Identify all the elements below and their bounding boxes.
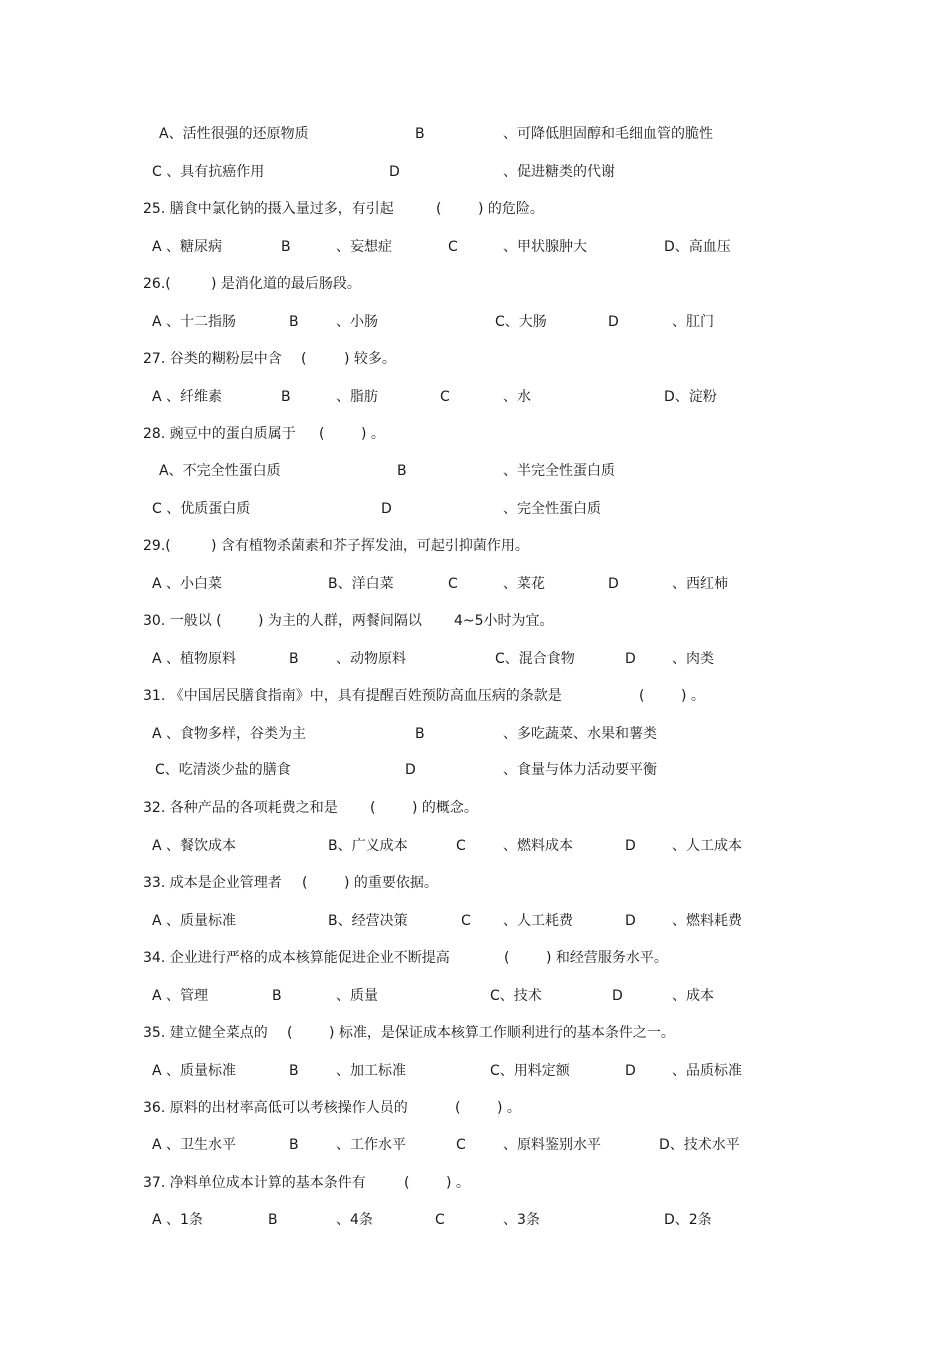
- question-line: [0, 609, 950, 633]
- question-line: [0, 534, 950, 558]
- option-b: B、广义成本: [328, 838, 408, 854]
- option-d: 、燃料耗费: [672, 913, 742, 929]
- option-b: 、脂肪: [336, 389, 378, 405]
- option-d-letter: D: [625, 651, 636, 667]
- option-b: 、半完全性蛋白质: [503, 463, 615, 479]
- option-b: B、洋白菜: [328, 576, 394, 592]
- option-d: D、淀粉: [664, 389, 717, 405]
- question-line: [0, 422, 950, 446]
- options-line: [0, 758, 950, 782]
- question-line: [0, 1096, 950, 1120]
- option-c-letter: C: [440, 389, 450, 405]
- question-34-tail: ) 和经营服务水平。: [546, 950, 668, 966]
- option-b: 、多吃蔬菜、水果和薯类: [503, 726, 657, 742]
- option-d: D、技术水平: [659, 1137, 740, 1153]
- option-c: C、混合食物: [495, 651, 575, 667]
- question-26-number: 26.(: [143, 276, 171, 292]
- question-line: [0, 796, 950, 820]
- option-c-letter: C: [461, 913, 471, 929]
- option-c: C、技术: [490, 988, 542, 1004]
- question-26-text: ) 是消化道的最后肠段。: [211, 276, 361, 292]
- options-line: [0, 984, 950, 1008]
- option-b: 、质量: [336, 988, 378, 1004]
- option-a: A、不完全性蛋白质: [159, 463, 281, 479]
- option-d-letter: D: [612, 988, 623, 1004]
- options-line: [0, 459, 950, 483]
- option-c-letter: C: [448, 576, 458, 592]
- option-d-letter: D: [381, 501, 392, 517]
- option-c-letter: C: [456, 1137, 466, 1153]
- option-c-letter: C: [456, 838, 466, 854]
- option-b: B、经营决策: [328, 913, 408, 929]
- options-line: [0, 647, 950, 671]
- option-d: 、促进糖类的代谢: [503, 164, 615, 180]
- option-d-letter: D: [608, 576, 619, 592]
- options-line: [0, 909, 950, 933]
- paren-open: (: [455, 1100, 461, 1116]
- question-31-text: 31. 《中国居民膳食指南》中，具有提醒百姓预防高血压病的条款是: [143, 688, 562, 704]
- option-b-letter: B: [281, 389, 291, 405]
- option-b: 、小肠: [336, 314, 378, 330]
- options-line: [0, 834, 950, 858]
- option-b: 、加工标准: [336, 1063, 406, 1079]
- option-d-letter: D: [625, 838, 636, 854]
- option-b: 、工作水平: [336, 1137, 406, 1153]
- options-line: [0, 1059, 950, 1083]
- question-37-text: 37. 净料单位成本计算的基本条件有: [143, 1175, 366, 1191]
- paren-open: (: [639, 688, 645, 704]
- option-c: 、燃料成本: [503, 838, 573, 854]
- option-d-letter: D: [608, 314, 619, 330]
- option-a: A 、糖尿病: [152, 239, 223, 255]
- option-c: C、用料定额: [490, 1063, 570, 1079]
- option-d: 、肉类: [672, 651, 714, 667]
- question-36-tail: ) 。: [497, 1100, 521, 1116]
- options-line: [0, 1208, 950, 1232]
- option-b-letter: B: [289, 651, 299, 667]
- options-line: [0, 722, 950, 746]
- question-31-tail: ) 。: [681, 688, 705, 704]
- option-a: A 、卫生水平: [152, 1137, 237, 1153]
- option-a: A、活性很强的还原物质: [159, 126, 309, 142]
- option-c: C、大肠: [495, 314, 547, 330]
- question-34-text: 34. 企业进行严格的成本核算能促进企业不断提高: [143, 950, 450, 966]
- option-a: A 、餐饮成本: [152, 838, 237, 854]
- option-a: A 、十二指肠: [152, 314, 237, 330]
- option-d: 、西红柿: [672, 576, 728, 592]
- option-b-letter: B: [281, 239, 291, 255]
- paren-open: (: [319, 426, 325, 442]
- option-d: 、完全性蛋白质: [503, 501, 601, 517]
- option-c-letter: C: [448, 239, 458, 255]
- options-line: [0, 235, 950, 259]
- options-line: [0, 572, 950, 596]
- option-b: 、可降低胆固醇和毛细血管的脆性: [503, 126, 713, 142]
- option-b: 、4条: [336, 1212, 373, 1228]
- option-b-letter: B: [268, 1212, 278, 1228]
- question-32-tail: ) 的概念。: [412, 800, 478, 816]
- question-line: [0, 1171, 950, 1195]
- question-36-text: 36. 原料的出材率高低可以考核操作人员的: [143, 1100, 408, 1116]
- option-b-letter: B: [415, 126, 425, 142]
- question-33-text: 33. 成本是企业管理者: [143, 875, 282, 891]
- question-line: [0, 347, 950, 371]
- option-c: 、人工耗费: [503, 913, 573, 929]
- options-line: [0, 385, 950, 409]
- question-27-text: 27. 谷类的糊粉层中含: [143, 351, 282, 367]
- question-35-tail: ) 标准，是保证成本核算工作顺利进行的基本条件之一。: [329, 1025, 675, 1041]
- option-b-letter: B: [289, 1137, 299, 1153]
- option-a: A 、食物多样，谷类为主: [152, 726, 307, 742]
- question-25-tail: ) 的危险。: [478, 201, 544, 217]
- question-line: [0, 871, 950, 895]
- question-33-tail: ) 的重要依据。: [344, 875, 438, 891]
- question-32-text: 32. 各种产品的各项耗费之和是: [143, 800, 338, 816]
- paren-open: (: [504, 950, 510, 966]
- option-c: 、3条: [503, 1212, 540, 1228]
- paren-open: (: [370, 800, 376, 816]
- option-c-letter: C: [435, 1212, 445, 1228]
- option-b-letter: B: [415, 726, 425, 742]
- options-line: [0, 1133, 950, 1157]
- options-line: [0, 497, 950, 521]
- question-30-mid: ) 为主的人群，两餐间隔以: [258, 613, 422, 629]
- question-30-tail: 4~5小时为宜。: [454, 613, 554, 629]
- question-line: [0, 272, 950, 296]
- question-37-tail: ) 。: [446, 1175, 470, 1191]
- paren-open: (: [301, 351, 307, 367]
- question-28-text: 28. 豌豆中的蛋白质属于: [143, 426, 296, 442]
- options-line: [0, 160, 950, 184]
- paren-open: (: [436, 201, 442, 217]
- question-line: [0, 1021, 950, 1045]
- question-35-text: 35. 建立健全菜点的: [143, 1025, 268, 1041]
- option-d-letter: D: [405, 762, 416, 778]
- option-d: 、品质标准: [672, 1063, 742, 1079]
- option-a: A 、管理: [152, 988, 209, 1004]
- option-b-letter: B: [397, 463, 407, 479]
- options-line: [0, 122, 950, 146]
- paren-open: (: [287, 1025, 293, 1041]
- question-29-text: ) 含有植物杀菌素和芥子挥发油，可起引抑菌作用。: [211, 538, 529, 554]
- option-a: A 、纤维素: [152, 389, 223, 405]
- option-d: 、成本: [672, 988, 714, 1004]
- option-b: 、妄想症: [336, 239, 392, 255]
- option-c: C、吃清淡少盐的膳食: [155, 762, 291, 778]
- option-b-letter: B: [272, 988, 282, 1004]
- option-b-letter: B: [289, 314, 299, 330]
- paren-open: (: [404, 1175, 410, 1191]
- option-d: 、人工成本: [672, 838, 742, 854]
- option-c: C 、优质蛋白质: [152, 501, 251, 517]
- question-29-number: 29.(: [143, 538, 171, 554]
- question-line: [0, 684, 950, 708]
- question-line: [0, 946, 950, 970]
- question-27-tail: ) 较多。: [344, 351, 396, 367]
- option-a: A 、小白菜: [152, 576, 223, 592]
- question-28-tail: ) 。: [361, 426, 385, 442]
- option-a: A 、质量标准: [152, 1063, 237, 1079]
- option-b: 、动物原料: [336, 651, 406, 667]
- option-c: 、菜花: [503, 576, 545, 592]
- option-a: A 、质量标准: [152, 913, 237, 929]
- option-d-letter: D: [389, 164, 400, 180]
- option-b-letter: B: [289, 1063, 299, 1079]
- option-d: D、2条: [664, 1212, 712, 1228]
- option-a: A 、1条: [152, 1212, 203, 1228]
- option-c: C 、具有抗癌作用: [152, 164, 265, 180]
- options-line: [0, 310, 950, 334]
- option-d: 、肛门: [672, 314, 714, 330]
- option-d-letter: D: [625, 1063, 636, 1079]
- option-a: A 、植物原料: [152, 651, 237, 667]
- option-d-letter: D: [625, 913, 636, 929]
- option-c: 、原料鉴别水平: [503, 1137, 601, 1153]
- option-d: 、食量与体力活动要平衡: [503, 762, 657, 778]
- option-c: 、水: [503, 389, 531, 405]
- question-25-text: 25. 膳食中氯化钠的摄入量过多，有引起: [143, 201, 394, 217]
- option-d: D、高血压: [664, 239, 731, 255]
- paren-open: (: [302, 875, 308, 891]
- question-line: [0, 197, 950, 221]
- option-c: 、甲状腺肿大: [503, 239, 587, 255]
- question-30-text: 30. 一般以 (: [143, 613, 222, 629]
